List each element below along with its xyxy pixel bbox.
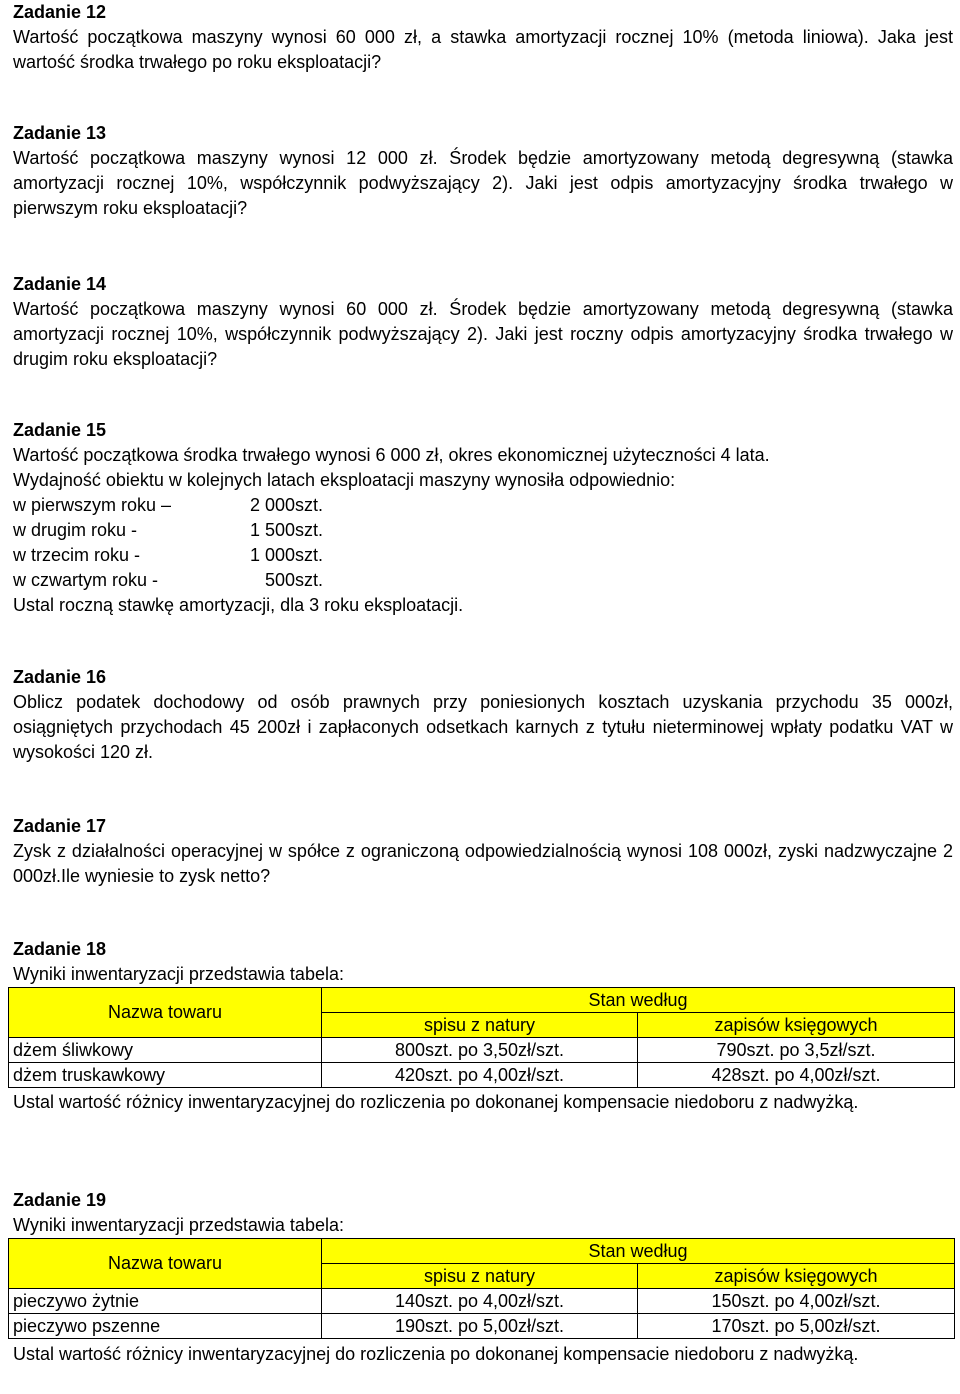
task-title: Zadanie 18 bbox=[13, 939, 107, 959]
inventory-table bbox=[8, 1238, 955, 1339]
header-book-records: zapisów księgowych bbox=[638, 1264, 955, 1289]
task-title: Zadanie 16 bbox=[13, 667, 107, 687]
table-row bbox=[9, 1314, 955, 1339]
task-text: Wartość początkowa maszyny wynosi 60 000 zł, a stawka amortyzacji rocznej 10% (metoda liniowa). Jaka jest wartość środka trwałego po roku eksploatacji? bbox=[13, 27, 953, 72]
table-row bbox=[9, 1289, 955, 1314]
cell-name: pieczywo żytnie bbox=[9, 1289, 322, 1314]
header-name: Nazwa towaru bbox=[9, 1239, 322, 1289]
year-row bbox=[13, 568, 953, 593]
cell-book: 428szt. po 4,00zł/szt. bbox=[638, 1063, 955, 1088]
year-row bbox=[13, 518, 953, 543]
header-name: Nazwa towaru bbox=[9, 988, 322, 1038]
task-text: Wartość początkowa środka trwałego wynosi 6 000 zł, okres ekonomicznej użyteczności 4 lata. bbox=[13, 445, 770, 465]
task-intro: Wyniki inwentaryzacji przedstawia tabela: bbox=[13, 964, 344, 984]
year-value: 1 000szt. bbox=[249, 545, 323, 565]
cell-book: 150szt. po 4,00zł/szt. bbox=[638, 1289, 955, 1314]
task-18-question bbox=[13, 1090, 953, 1115]
task-16 bbox=[13, 665, 953, 765]
task-question: Ustal wartość różnicy inwentaryzacyjnej do rozliczenia po dokonanej kompensacie niedoboru z nadwyżką. bbox=[13, 1092, 859, 1112]
year-value: 2 000szt. bbox=[249, 495, 323, 515]
task-question: Ustal wartość różnicy inwentaryzacyjnej do rozliczenia po dokonanej kompensacie niedoboru z nadwyżką. bbox=[13, 1344, 859, 1364]
year-label: w czwartym roku - bbox=[13, 570, 159, 590]
task-17 bbox=[13, 814, 953, 889]
year-label: w pierwszym roku – bbox=[13, 495, 172, 515]
header-physical-count: spisu z natury bbox=[322, 1264, 638, 1289]
year-value: 1 500szt. bbox=[249, 520, 323, 540]
cell-physical: 800szt. po 3,50zł/szt. bbox=[322, 1038, 638, 1063]
year-label: w drugim roku - bbox=[13, 520, 138, 540]
task-19-question bbox=[13, 1342, 953, 1367]
task-13 bbox=[13, 121, 953, 221]
cell-name: pieczywo pszenne bbox=[9, 1314, 322, 1339]
task-text: Oblicz podatek dochodowy od osób prawnych przy poniesionych kosztach uzyskania przychodu 35 000zł, osiągniętych przychodach 45 200zł i zapłaconych odsetkach karnych z tytułu nieterminowej wpłaty podatku VAT w wysokości 120 zł. bbox=[13, 692, 953, 762]
year-label: w trzecim roku - bbox=[13, 545, 141, 565]
header-physical-count: spisu z natury bbox=[322, 1013, 638, 1038]
task-title: Zadanie 14 bbox=[13, 274, 107, 294]
task-text: Zysk z działalności operacyjnej w spółce z ograniczoną odpowiedzialnością wynosi 108 000zł, zyski nadzwyczajne 2 000zł.Ile wyniesie to zysk netto? bbox=[13, 841, 953, 886]
task-title: Zadanie 15 bbox=[13, 420, 107, 440]
task-12 bbox=[13, 0, 953, 75]
table-row bbox=[9, 1038, 955, 1063]
year-row bbox=[13, 543, 953, 568]
cell-physical: 140szt. po 4,00zł/szt. bbox=[322, 1289, 638, 1314]
cell-book: 170szt. po 5,00zł/szt. bbox=[638, 1314, 955, 1339]
task-18 bbox=[13, 937, 953, 987]
header-book-records: zapisów księgowych bbox=[638, 1013, 955, 1038]
cell-book: 790szt. po 3,5zł/szt. bbox=[638, 1038, 955, 1063]
task-text: Wydajność obiektu w kolejnych latach eksploatacji maszyny wynosiła odpowiednio: bbox=[13, 470, 676, 490]
header-group: Stan według bbox=[322, 988, 955, 1013]
task-19 bbox=[13, 1188, 953, 1238]
task-text: Wartość początkowa maszyny wynosi 60 000 zł. Środek będzie amortyzowany metodą degresywną (stawka amortyzacji rocznej 10%, współczynnik podwyższający 2). Jaki jest roczny odpis amortyzacyjny środka trwałego w drugim roku eksploatacji? bbox=[13, 299, 953, 369]
task-title: Zadanie 17 bbox=[13, 816, 107, 836]
header-group: Stan według bbox=[322, 1239, 955, 1264]
table-row bbox=[9, 1063, 955, 1088]
year-row bbox=[13, 493, 953, 518]
inventory-table bbox=[8, 987, 955, 1088]
task-intro: Wyniki inwentaryzacji przedstawia tabela: bbox=[13, 1215, 344, 1235]
task-title: Zadanie 12 bbox=[13, 2, 107, 22]
task-14 bbox=[13, 272, 953, 372]
task-title: Zadanie 13 bbox=[13, 123, 107, 143]
cell-physical: 420szt. po 4,00zł/szt. bbox=[322, 1063, 638, 1088]
year-value: 500szt. bbox=[264, 570, 323, 590]
cell-name: dżem truskawkowy bbox=[9, 1063, 322, 1088]
cell-physical: 190szt. po 5,00zł/szt. bbox=[322, 1314, 638, 1339]
task-title: Zadanie 19 bbox=[13, 1190, 107, 1210]
cell-name: dżem śliwkowy bbox=[9, 1038, 322, 1063]
task-15 bbox=[13, 418, 953, 618]
task-question: Ustal roczną stawkę amortyzacji, dla 3 roku eksploatacji. bbox=[13, 595, 464, 615]
task-text: Wartość początkowa maszyny wynosi 12 000 zł. Środek będzie amortyzowany metodą degresywną (stawka amortyzacji rocznej 10%, współczynnik podwyższający 2). Jaki jest odpis amortyzacyjny środka trwałego w pierwszym roku eksploatacji? bbox=[13, 148, 953, 218]
